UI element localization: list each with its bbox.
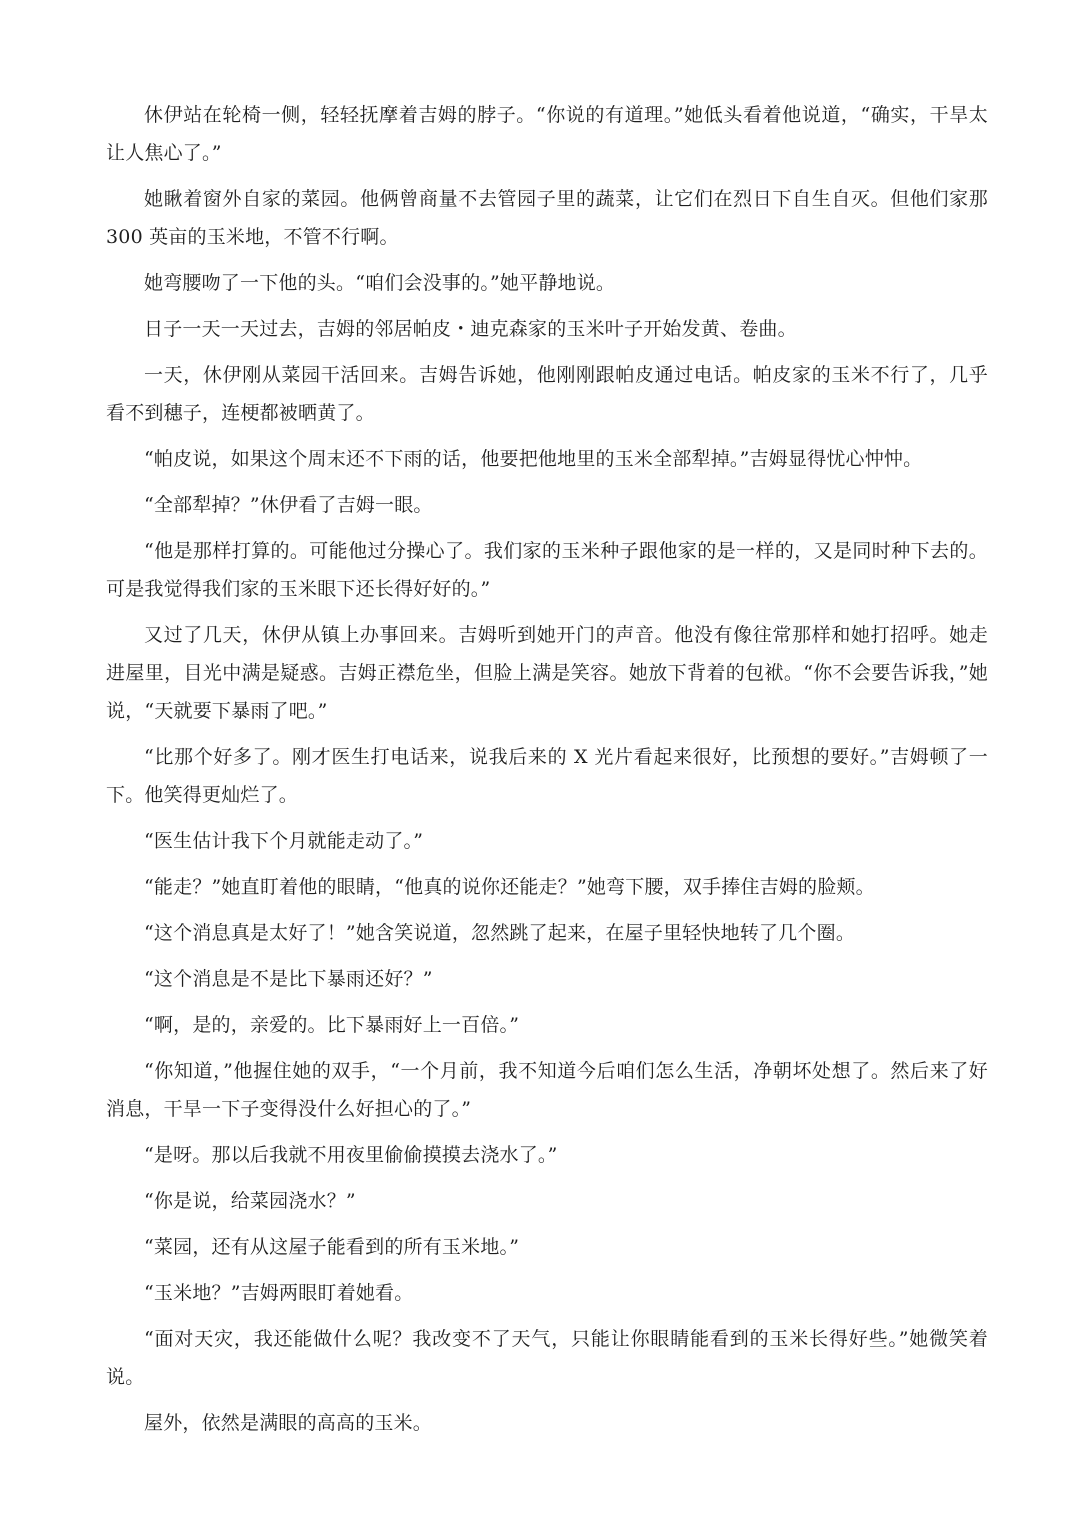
paragraph: “啊，是的，亲爱的。比下暴雨好上一百倍。” [144,1014,520,1036]
paragraph: 一天，休伊刚从菜园干活回来。吉姆告诉她，他刚刚跟帕皮通过电话。帕皮家的玉米不行了，几乎看不到穗子，连梗都被晒黄了。 [106,364,988,424]
paragraph: “玉米地？”吉姆两眼盯着她看。 [144,1282,414,1304]
paragraph: “面对天灾，我还能做什么呢？我改变不了天气，只能让你眼睛能看到的玉米长得好些。”她微笑着说。 [106,1328,988,1388]
paragraph: 她瞅着窗外自家的菜园。他俩曾商量不去管园子里的蔬菜，让它们在烈日下自生自灭。但他们家那 300 英亩的玉米地，不管不行啊。 [106,188,988,248]
paragraph: “能走？”她直盯着他的眼睛，“他真的说你还能走？”她弯下腰，双手捧住吉姆的脸颊。 [144,876,875,898]
paragraph: 休伊站在轮椅一侧，轻轻抚摩着吉姆的脖子。“你说的有道理。”她低头看着他说道，“确实，干旱太让人焦心了。” [106,104,988,164]
paragraph: 日子一天一天过去，吉姆的邻居帕皮・迪克森家的玉米叶子开始发黄、卷曲。 [144,318,797,340]
paragraph: 又过了几天，休伊从镇上办事回来。吉姆听到她开门的声音。他没有像往常那样和她打招呼。她走进屋里，目光中满是疑惑。吉姆正襟危坐，但脸上满是笑容。她放下背着的包袱。“你不会要告诉我，”她说，“天就要下暴雨了吧。” [106,624,988,722]
paragraph: “他是那样打算的。可能他过分操心了。我们家的玉米种子跟他家的是一样的，又是同时种下去的。可是我觉得我们家的玉米眼下还长得好好的。” [106,540,988,600]
paragraph: 屋外，依然是满眼的高高的玉米。 [144,1412,433,1434]
document-body [106,96,988,1450]
paragraph: “你知道，”他握住她的双手，“一个月前，我不知道今后咱们怎么生活，净朝坏处想了。然后来了好消息，干旱一下子变得没什么好担心的了。” [106,1060,988,1120]
paragraph: “全部犁掉？”休伊看了吉姆一眼。 [144,494,433,516]
paragraph: “你是说，给菜园浇水？” [144,1190,356,1212]
paragraph: “菜园，还有从这屋子能看到的所有玉米地。” [144,1236,520,1258]
paragraph: “这个消息是不是比下暴雨还好？” [144,968,433,990]
paragraph: “这个消息真是太好了！”她含笑说道，忽然跳了起来，在屋子里轻快地转了几个圈。 [144,922,856,944]
paragraph: 她弯腰吻了一下他的头。“咱们会没事的。”她平静地说。 [144,272,616,294]
paragraph: “医生估计我下个月就能走动了。” [144,830,424,852]
paragraph: “比那个好多了。刚才医生打电话来，说我后来的 X 光片看起来很好，比预想的要好。”吉姆顿了一下。他笑得更灿烂了。 [106,746,988,806]
paragraph: “帕皮说，如果这个周末还不下雨的话，他要把他地里的玉米全部犁掉。”吉姆显得忧心忡忡。 [144,448,923,470]
paragraph: “是呀。那以后我就不用夜里偷偷摸摸去浇水了。” [144,1144,558,1166]
